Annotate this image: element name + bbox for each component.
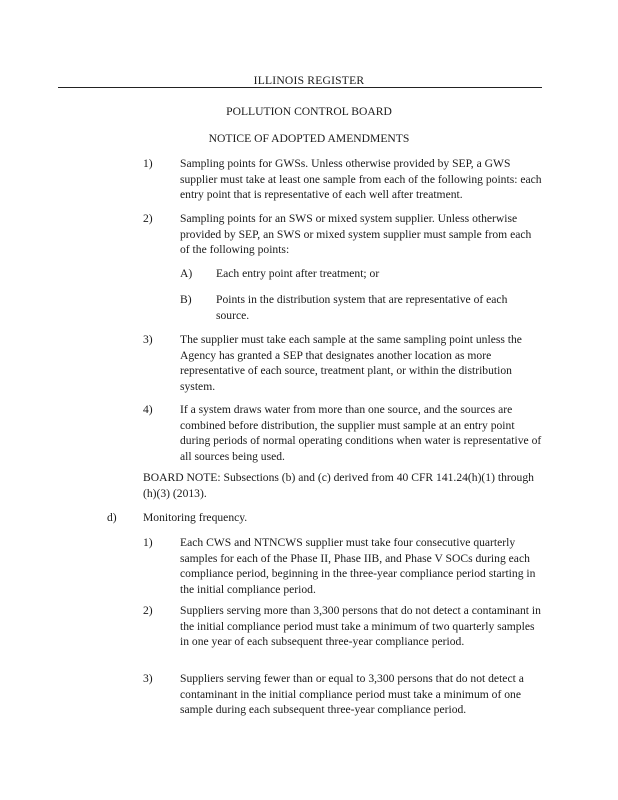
item-label: B) xyxy=(180,293,192,306)
item-label: 2) xyxy=(143,604,153,617)
header-rule xyxy=(58,87,542,88)
item-label: 3) xyxy=(143,672,153,685)
item-label: 4) xyxy=(143,403,153,416)
item-text: Suppliers serving fewer than or equal to 3,300 persons that do not detect a contaminant in the initial compliance period must take a minimum of one sample during each subsequent three-year compliance period. xyxy=(180,672,524,717)
item-label: 1) xyxy=(143,157,153,170)
item-text: Sampling points for GWSs. Unless otherwise provided by SEP, a GWS supplier must take at least one sample from each of the following points: each entry point that is representative of each well after treatment. xyxy=(180,157,542,202)
item-label: 1) xyxy=(143,536,153,549)
item-text: Each CWS and NTNCWS supplier must take four consecutive quarterly samples for each of the Phase II, Phase IIB, and Phase V SOCs during each compliance period, beginning in the three-year compliance period starting in the initial compliance period. xyxy=(180,536,536,596)
board-title: POLLUTION CONTROL BOARD xyxy=(226,105,392,118)
item-text: The supplier must take each sample at the same sampling point unless the Agency has granted a SEP that designates another location as more representative of each source, treatment plant, or within the distribution system. xyxy=(180,333,522,393)
item-text: Points in the distribution system that are representative of each source. xyxy=(216,293,508,322)
item-label: d) xyxy=(107,511,117,524)
item-label: 2) xyxy=(143,212,153,225)
item-label: 3) xyxy=(143,333,153,346)
item-text: Monitoring frequency. xyxy=(143,511,248,524)
item-text: If a system draws water from more than one source, and the sources are combined before distribution, the supplier must sample at an entry point during periods of normal operating conditions when water is representative of all sources being used. xyxy=(180,403,542,463)
board-note-text: BOARD NOTE: Subsections (b) and (c) derived from 40 CFR 141.24(h)(1) through (h)(3) (2013). xyxy=(143,471,534,500)
register-title: ILLINOIS REGISTER xyxy=(253,74,365,87)
notice-title: NOTICE OF ADOPTED AMENDMENTS xyxy=(208,132,410,145)
item-text: Sampling points for an SWS or mixed system supplier. Unless otherwise provided by SEP, an SWS or mixed system supplier must sample from each of the following points: xyxy=(180,212,532,257)
item-label: A) xyxy=(180,267,193,280)
item-text: Each entry point after treatment; or xyxy=(216,267,380,280)
item-text: Suppliers serving more than 3,300 persons that do not detect a contaminant in the initial compliance period must take a minimum of two quarterly samples in one year of each subsequent three-year compliance period. xyxy=(180,604,541,649)
